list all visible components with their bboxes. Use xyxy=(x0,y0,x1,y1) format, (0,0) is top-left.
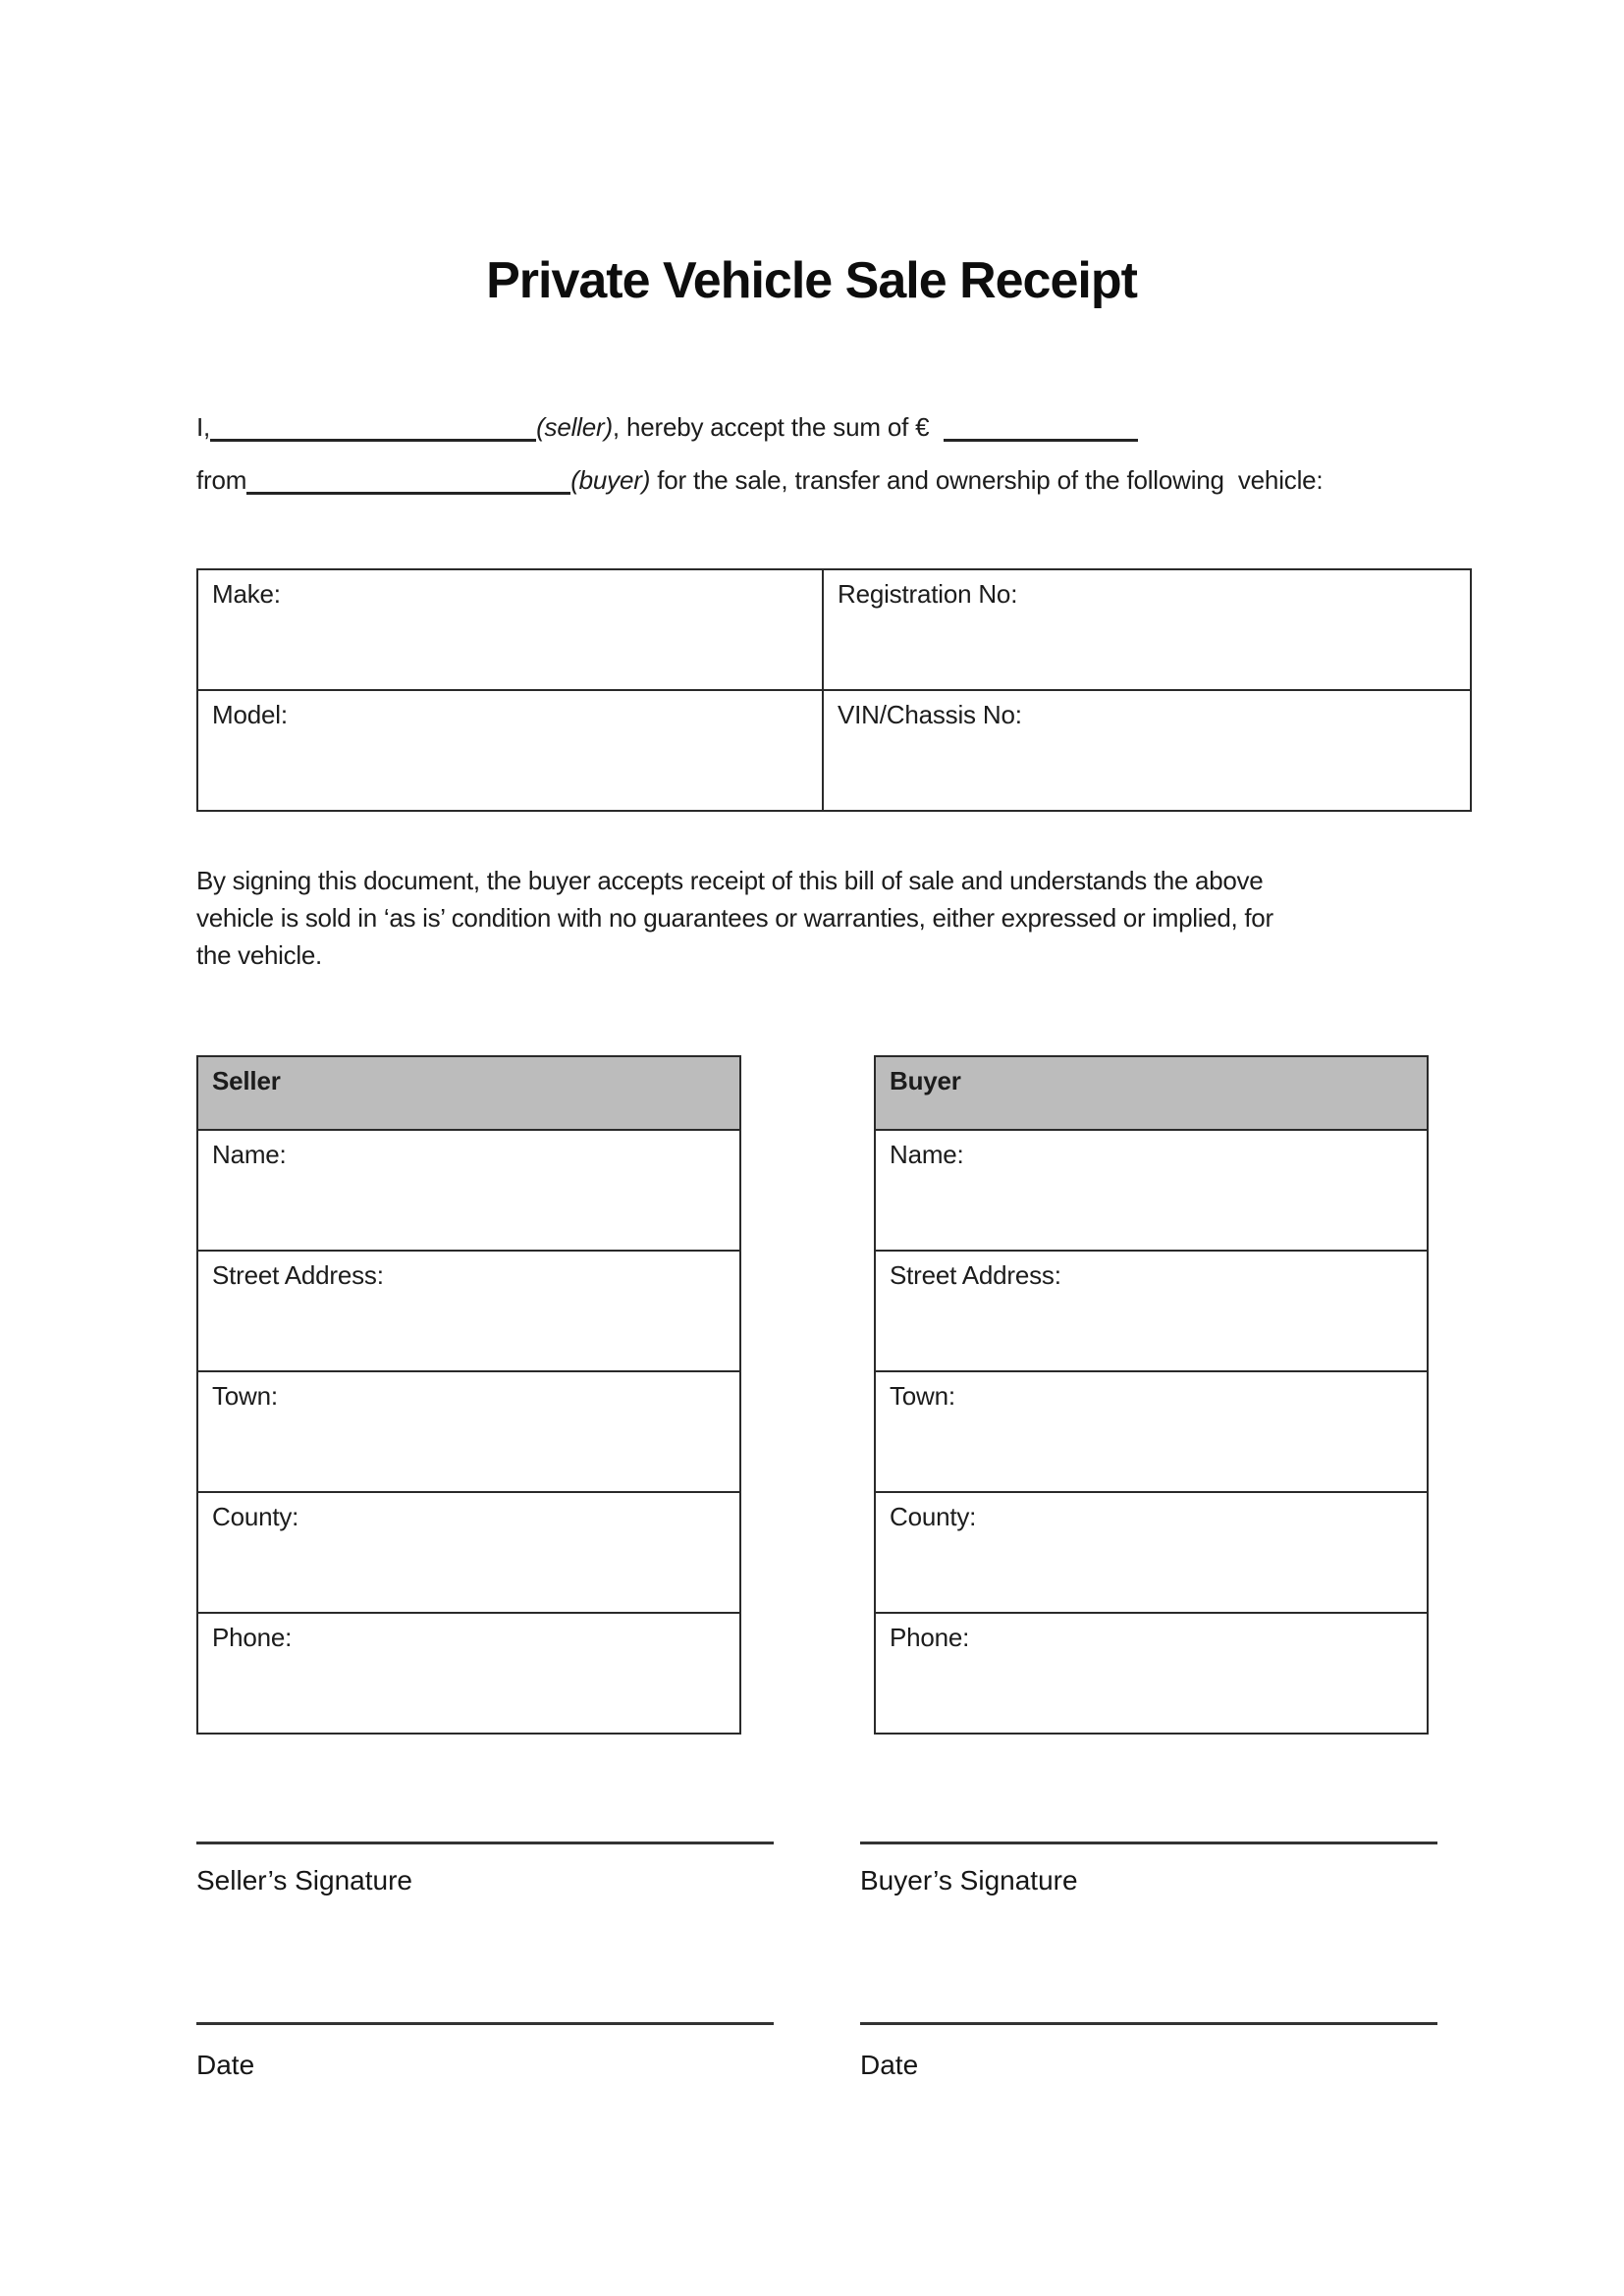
registration-no-cell: Registration No: xyxy=(823,569,1471,690)
buyer-info-table xyxy=(874,1055,1429,1735)
seller-name-blank xyxy=(210,431,536,442)
intro-2-post: for the sale, transfer and ownership of the following vehicle: xyxy=(650,465,1324,495)
intro-1-pre: I, xyxy=(196,412,211,442)
seller-date-label: Date xyxy=(196,2050,255,2080)
table-row xyxy=(875,1492,1428,1613)
table-row xyxy=(875,1251,1428,1371)
page-title: Private Vehicle Sale Receipt xyxy=(486,252,1137,309)
intro-2-pre: from xyxy=(196,465,247,495)
table-row xyxy=(197,569,1471,690)
statement-line: the vehicle. xyxy=(196,940,322,970)
buyer-name-cell: Name: xyxy=(875,1130,1428,1251)
table-row xyxy=(197,690,1471,811)
buyer-date-label: Date xyxy=(860,2050,919,2080)
seller-name-cell: Name: xyxy=(197,1130,740,1251)
as-is-statement xyxy=(196,862,1473,974)
table-row xyxy=(875,1613,1428,1734)
seller-street-address-cell: Street Address: xyxy=(197,1251,740,1371)
buyer-date-line xyxy=(860,2022,1437,2025)
table-row xyxy=(875,1130,1428,1251)
buyer-signature-line xyxy=(860,1842,1437,1844)
buyer-name-blank xyxy=(246,484,570,495)
buyer-italic-label: (buyer) xyxy=(570,465,651,495)
table-row xyxy=(197,1056,740,1130)
table-row xyxy=(197,1492,740,1613)
seller-town-cell: Town: xyxy=(197,1371,740,1492)
table-row xyxy=(197,1613,740,1734)
table-row xyxy=(197,1371,740,1492)
table-row xyxy=(875,1371,1428,1492)
seller-table-header: Seller xyxy=(197,1056,740,1130)
table-row xyxy=(197,1130,740,1251)
make-cell: Make: xyxy=(197,569,823,690)
intro-line-1 xyxy=(196,412,1473,443)
buyer-phone-cell: Phone: xyxy=(875,1613,1428,1734)
intro-line-2 xyxy=(196,465,1473,496)
amount-blank xyxy=(944,431,1138,442)
seller-signature-label: Seller’s Signature xyxy=(196,1865,412,1896)
seller-italic-label: (seller) xyxy=(536,412,613,442)
seller-county-cell: County: xyxy=(197,1492,740,1613)
seller-info-table xyxy=(196,1055,741,1735)
seller-date-line xyxy=(196,2022,774,2025)
vehicle-details-table xyxy=(196,568,1472,812)
buyer-town-cell: Town: xyxy=(875,1371,1428,1492)
buyer-county-cell: County: xyxy=(875,1492,1428,1613)
buyer-signature-label: Buyer’s Signature xyxy=(860,1865,1078,1896)
statement-line: By signing this document, the buyer accepts receipt of this bill of sale and understands the above xyxy=(196,866,1264,895)
table-row xyxy=(875,1056,1428,1130)
model-cell: Model: xyxy=(197,690,823,811)
buyer-table-header: Buyer xyxy=(875,1056,1428,1130)
intro-1-post: , hereby accept the sum of € xyxy=(612,412,937,442)
table-row xyxy=(197,1251,740,1371)
seller-phone-cell: Phone: xyxy=(197,1613,740,1734)
seller-signature-line xyxy=(196,1842,774,1844)
buyer-street-address-cell: Street Address: xyxy=(875,1251,1428,1371)
statement-line: vehicle is sold in ‘as is’ condition with no guarantees or warranties, either expressed or implied, for xyxy=(196,903,1273,933)
vin-chassis-cell: VIN/Chassis No: xyxy=(823,690,1471,811)
